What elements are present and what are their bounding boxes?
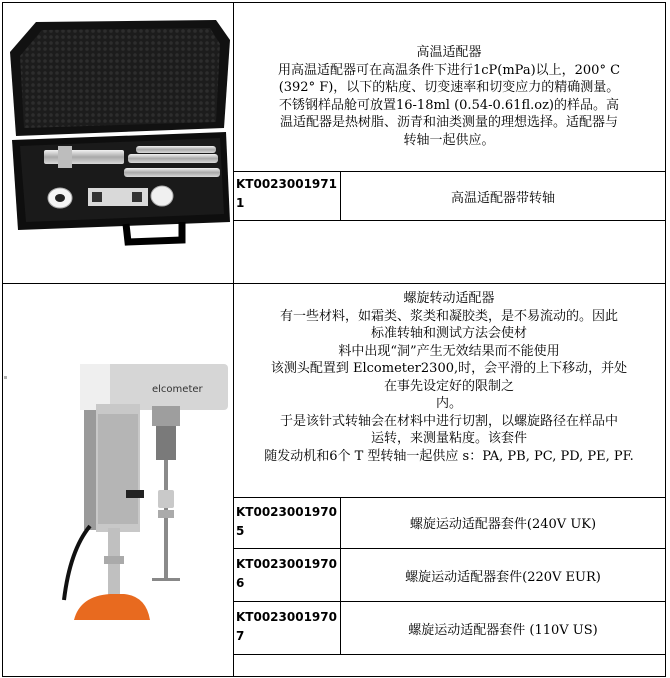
table-border-left: [2, 2, 3, 677]
helical-adapter-description: [234, 290, 664, 465]
description-line: 随发动机和6个 T 型转轴一起供应 s：PA, PB, PC, PD, PE, PF.: [264, 448, 634, 464]
table-border-top: [2, 2, 665, 3]
table-border-bottom: [2, 676, 665, 677]
description-line: 转轴一起供应。: [403, 132, 495, 148]
description-line: (392° F)，以下的粘度、切变速率和切变应力的精确测量。: [278, 80, 620, 95]
description-line: 运转，来测量粘度。该套件: [370, 431, 527, 446]
product-name: 螺旋运动适配器套件 (110V US): [408, 622, 598, 638]
row-line: [233, 654, 665, 655]
description-line: 该测头配置到 Elcometer2300,时，会平滑的上下移动，并处: [270, 361, 628, 376]
description-line: 在事先设定好的限制之: [383, 378, 514, 394]
table-border-right: [665, 2, 666, 677]
description-line: 料中出现“洞”产生无效结果而不能使用: [338, 343, 560, 359]
product-code: KT00230019706: [236, 557, 337, 590]
high-temperature-adapter-case-image: [6, 10, 232, 250]
product-name: 高温适配器带转轴: [450, 190, 555, 206]
description-line: 内。: [435, 396, 462, 411]
helical-stand-image: [60, 360, 230, 620]
product-code: KT00230019711: [236, 177, 337, 210]
row-line: [233, 220, 665, 221]
product-code: KT00230019707: [236, 610, 337, 643]
product-code: KT00230019705: [236, 505, 337, 538]
product-name: 螺旋运动适配器套件(220V EUR): [405, 569, 601, 585]
section-title: 高温适配器: [416, 45, 482, 60]
product-name: 螺旋运动适配器套件(240V UK): [409, 517, 597, 532]
description-line: 标准转轴和测试方法会使材: [370, 326, 527, 341]
description-line: 不锈钢样品舱可放置16-18ml (0.54-0.61fl.oz)的样品。高: [279, 97, 619, 113]
section-divider: [2, 283, 665, 284]
scan-mark: [4, 376, 7, 379]
description-line: 用高温适配器可在高温条件下进行1cP(mPa)以上，200° C: [277, 62, 621, 78]
description-line: 温适配器是热树脂、沥青和油类测量的理想选择。适配器与: [279, 115, 618, 130]
elcometer-logo: elcometer: [152, 384, 203, 395]
high-temperature-adapter-description: [234, 44, 664, 149]
section-title: 螺旋转动适配器: [403, 291, 495, 306]
description-line: 有一些材料，如霜类、浆类和凝胶类，是不易流动的。因此: [279, 308, 618, 324]
description-line: 于是该针式转轴会在材料中进行切割，以螺旋路径在样品中: [279, 413, 618, 429]
